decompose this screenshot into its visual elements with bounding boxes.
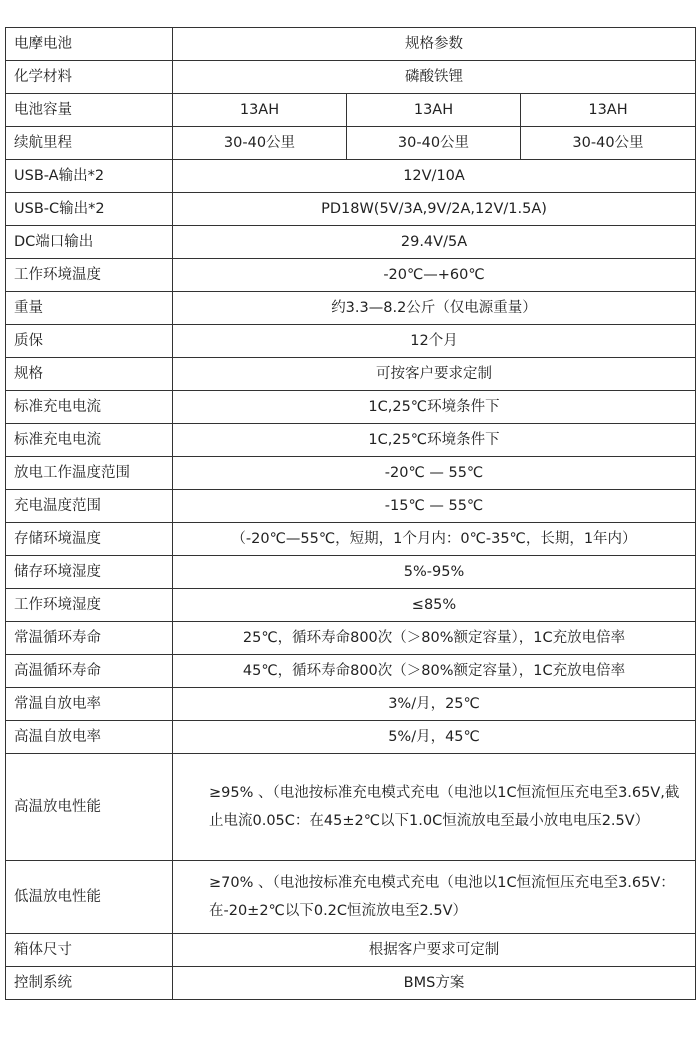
- row-value: 13AH: [521, 94, 696, 127]
- row-label: 高温放电性能: [6, 754, 173, 861]
- row-label: 低温放电性能: [6, 861, 173, 934]
- row-label: 工作环境湿度: [6, 589, 173, 622]
- row-value: ≤85%: [173, 589, 696, 622]
- row-value: （-20℃—55℃，短期，1个月内：0℃-35℃，长期，1年内）: [173, 523, 696, 556]
- table-row: [6, 259, 696, 292]
- row-value: BMS方案: [173, 967, 696, 1000]
- row-label: 充电温度范围: [6, 490, 173, 523]
- row-value: -20℃ — 55℃: [173, 457, 696, 490]
- row-label: 质保: [6, 325, 173, 358]
- row-value: 5%-95%: [173, 556, 696, 589]
- table-row: [6, 127, 696, 160]
- row-label: 常温循环寿命: [6, 622, 173, 655]
- row-label: 标准充电电流: [6, 424, 173, 457]
- row-label: 标准充电电流: [6, 391, 173, 424]
- row-label: 常温自放电率: [6, 688, 173, 721]
- table-row: [6, 61, 696, 94]
- table-row: [6, 861, 696, 934]
- row-value: 1C,25℃环境条件下: [173, 424, 696, 457]
- row-label: 电摩电池: [6, 28, 173, 61]
- table-row: [6, 193, 696, 226]
- row-value: -15℃ — 55℃: [173, 490, 696, 523]
- row-value: -20℃—+60℃: [173, 259, 696, 292]
- row-value: 12个月: [173, 325, 696, 358]
- row-label: 续航里程: [6, 127, 173, 160]
- row-value: 规格参数: [173, 28, 696, 61]
- row-value: 29.4V/5A: [173, 226, 696, 259]
- row-value: 30-40公里: [521, 127, 696, 160]
- row-value: ≥70% 、（电池按标准充电模式充电（电池以1C恒流恒压充电至3.65V：在-20±2℃以下0.2C恒流放电至2.5V）: [173, 861, 696, 934]
- row-value: 磷酸铁锂: [173, 61, 696, 94]
- row-label: 化学材料: [6, 61, 173, 94]
- table-row: [6, 391, 696, 424]
- row-label: 规格: [6, 358, 173, 391]
- row-label: 高温循环寿命: [6, 655, 173, 688]
- table-row: [6, 490, 696, 523]
- row-value: 45℃，循环寿命800次（＞80%额定容量），1C充放电倍率: [173, 655, 696, 688]
- row-value: ≥95% 、（电池按标准充电模式充电（电池以1C恒流恒压充电至3.65V,截止电流0.05C：在45±2℃以下1.0C恒流放电至最小放电电压2.5V）: [173, 754, 696, 861]
- row-label: 储存环境湿度: [6, 556, 173, 589]
- row-label: 放电工作温度范围: [6, 457, 173, 490]
- row-label: 工作环境温度: [6, 259, 173, 292]
- table-row: [6, 160, 696, 193]
- table-row: [6, 721, 696, 754]
- row-value: 可按客户要求定制: [173, 358, 696, 391]
- table-row: [6, 424, 696, 457]
- row-label: 高温自放电率: [6, 721, 173, 754]
- row-value: 13AH: [173, 94, 347, 127]
- table-row: [6, 688, 696, 721]
- table-row: [6, 457, 696, 490]
- table-row: [6, 94, 696, 127]
- table-row: [6, 226, 696, 259]
- row-label: 电池容量: [6, 94, 173, 127]
- row-label: USB-C输出*2: [6, 193, 173, 226]
- row-value: 30-40公里: [347, 127, 521, 160]
- row-label: USB-A输出*2: [6, 160, 173, 193]
- table-row: [6, 556, 696, 589]
- row-value: 30-40公里: [173, 127, 347, 160]
- row-label: 控制系统: [6, 967, 173, 1000]
- row-value: 1C,25℃环境条件下: [173, 391, 696, 424]
- table-row: [6, 589, 696, 622]
- table-row: [6, 358, 696, 391]
- row-value: 3%/月，25℃: [173, 688, 696, 721]
- row-value: 根据客户要求可定制: [173, 934, 696, 967]
- row-value: 12V/10A: [173, 160, 696, 193]
- table-row: [6, 523, 696, 556]
- table-row: [6, 967, 696, 1000]
- row-value: 25℃，循环寿命800次（＞80%额定容量），1C充放电倍率: [173, 622, 696, 655]
- row-value: 5%/月，45℃: [173, 721, 696, 754]
- spec-table: [5, 27, 696, 1000]
- row-value: PD18W(5V/3A,9V/2A,12V/1.5A): [173, 193, 696, 226]
- row-value: 约3.3—8.2公斤（仅电源重量）: [173, 292, 696, 325]
- table-row: [6, 28, 696, 61]
- row-label: 箱体尺寸: [6, 934, 173, 967]
- row-label: 重量: [6, 292, 173, 325]
- table-row: [6, 754, 696, 861]
- table-row: [6, 325, 696, 358]
- table-row: [6, 622, 696, 655]
- table-row: [6, 292, 696, 325]
- table-row: [6, 934, 696, 967]
- row-label: DC端口输出: [6, 226, 173, 259]
- table-row: [6, 655, 696, 688]
- row-value: 13AH: [347, 94, 521, 127]
- row-label: 存储环境温度: [6, 523, 173, 556]
